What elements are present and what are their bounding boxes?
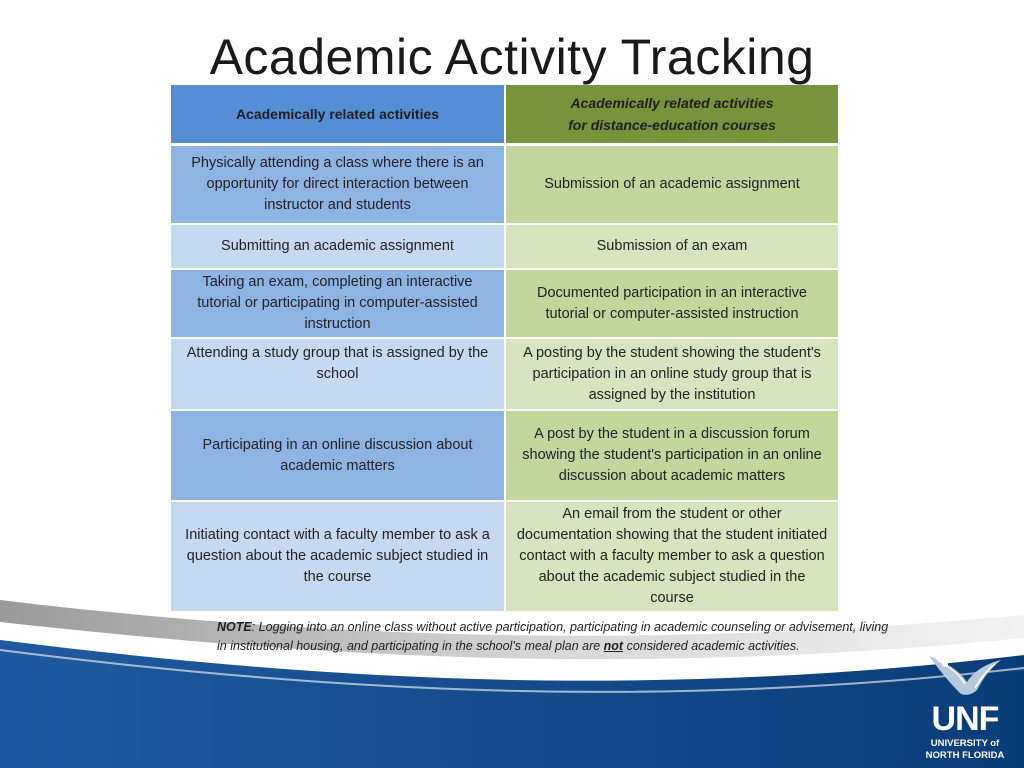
row-right-cell: A post by the student in a discussion forum showing the student's participation in an online discussion about academic matters [506,411,838,500]
header-left [171,85,504,143]
note-text [217,618,897,656]
note-text-before: : Logging into an online class without active participation, participating in academic counseling or advisement, living in institutional housing, and participating in the school's meal plan are [217,620,889,653]
note-emphasis: not [603,639,624,653]
header-left-label: Academically related activities [235,105,440,122]
table-header-row [171,85,838,143]
header-right-line1: Academically related activities [570,95,774,111]
row-right-cell: Submission of an academic assignment [506,146,838,223]
row-right-cell: Submission of an exam [506,225,838,268]
unf-logo [915,648,1015,763]
slide-title: Academic Activity Tracking [209,29,815,85]
logo-subtitle-line2: NORTH FLORIDA [925,750,1005,761]
row-left-cell: Initiating contact with a faculty member to ask a question about the academic subject studied in the course [171,502,504,611]
table-row [171,225,838,268]
header-right-line2: for distance-education courses [568,117,776,133]
row-left-cell: Physically attending a class where there is an opportunity for direct interaction between instructor and students [171,146,504,223]
note-label: NOTE [217,620,252,634]
table-row [171,411,838,500]
row-left-cell: Submitting an academic assignment [171,225,504,268]
row-left-cell: Participating in an online discussion about academic matters [171,411,504,500]
note-text-after: considered academic activities. [623,639,800,653]
logo-subtitle-line1: UNIVERSITY of [930,738,1000,749]
logo-wordmark: UNF [931,700,999,738]
osprey-icon [915,648,1015,700]
table-row [171,146,838,223]
row-right-cell: A posting by the student showing the student's participation in an online study group that is assigned by the institution [506,339,838,409]
row-right-cell: An email from the student or other documentation showing that the student initiated contact with a faculty member to ask a question about the academic subject studied in the course [506,502,838,611]
row-left-cell: Attending a study group that is assigned by the school [171,339,504,409]
table-row [171,339,838,409]
row-left-cell: Taking an exam, completing an interactive tutorial or participating in computer-assisted instruction [171,270,504,337]
table-row [171,502,838,611]
table-row [171,270,838,337]
header-right [506,85,838,143]
row-right-cell: Documented participation in an interactive tutorial or computer-assisted instruction [506,270,838,337]
